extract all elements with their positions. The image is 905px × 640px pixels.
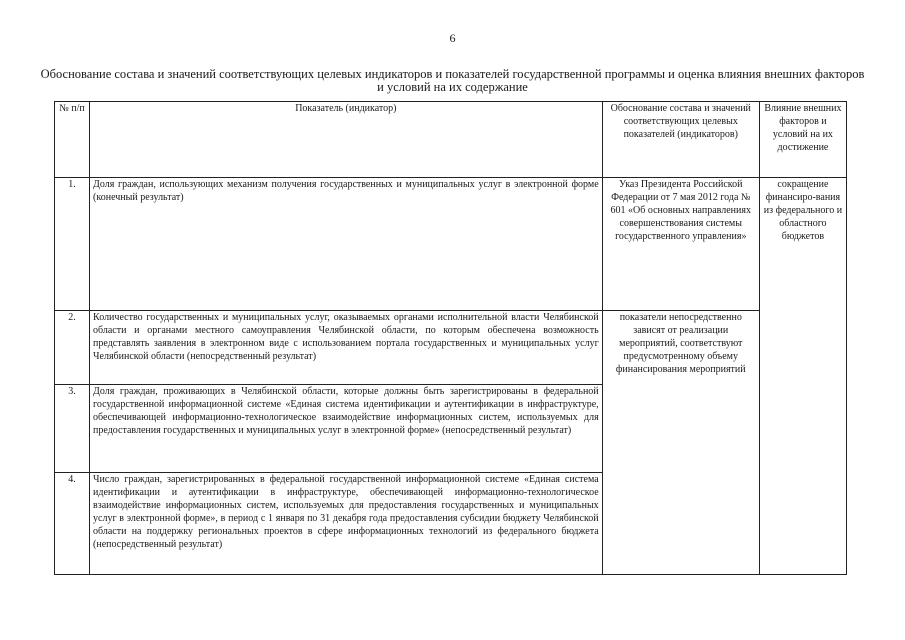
row-indicator: Доля граждан, проживающих в Челябинской области, которые должны быть зарегистрированы в федеральной государственной информационной системе «Единая система идентификации и аутентификации в инфраструктуре, обеспечивающей информационно-технологическое взаимодействие информационных систем, используемых для предоставления государственных и муниципальных услуг в электронной форме» (непосредственный результат)	[90, 385, 603, 473]
header-number: № п/п	[55, 102, 90, 178]
influence-cell: сокращение финансиро-вания из федерального и областного бюджетов	[759, 178, 846, 575]
row-number: 3.	[55, 385, 90, 473]
indicators-table	[54, 101, 847, 575]
document-title: Обоснование состава и значений соответствующих целевых индикаторов и показателей государственной программы и оценка влияния внешних факторов и условий на их содержание	[40, 67, 865, 94]
header-influence: Влияние внешних факторов и условий на их достижение	[759, 102, 846, 178]
row-indicator: Число граждан, зарегистрированных в федеральной государственной информационной системе «Единая система идентификации и аутентификации в инфраструктуре, обеспечивающей информационно-технологическое взаимодействие информационных систем, используемых для предоставления государственных и муниципальных услуг в электронной форме», в период с 1 января по 31 декабря года предоставления субсидии бюджету Челябинской области на поддержку региональных проектов в сфере информационных технологий из федерального бюджета (непосредственный результат)	[90, 473, 603, 575]
page-number: 6	[449, 31, 456, 45]
table-header-row	[55, 102, 847, 178]
table-row	[55, 311, 847, 385]
header-indicator: Показатель (индикатор)	[90, 102, 603, 178]
table-row	[55, 178, 847, 311]
row-justification: Указ Президента Российской Федерации от 7 мая 2012 года № 601 «Об основных направлениях совершенствования системы государственного управления»	[602, 178, 759, 311]
header-justification: Обоснование состава и значений соответствующих целевых показателей (индикаторов)	[602, 102, 759, 178]
row-justification: показатели непосредственно зависят от реализации мероприятий, соответствуют предусмотренному объему финансирования мероприятий	[602, 311, 759, 575]
row-number: 4.	[55, 473, 90, 575]
row-number: 1.	[55, 178, 90, 311]
row-number: 2.	[55, 311, 90, 385]
row-indicator: Доля граждан, использующих механизм получения государственных и муниципальных услуг в электронной форме (конечный результат)	[90, 178, 603, 311]
row-indicator: Количество государственных и муниципальных услуг, оказываемых органами исполнительной власти Челябинской области и органами местного самоуправления Челябинской области, по которым обеспечена возможность представлять заявления в электронном виде с использованием портала государственных и муниципальных услуг Челябинской области (непосредственный результат)	[90, 311, 603, 385]
